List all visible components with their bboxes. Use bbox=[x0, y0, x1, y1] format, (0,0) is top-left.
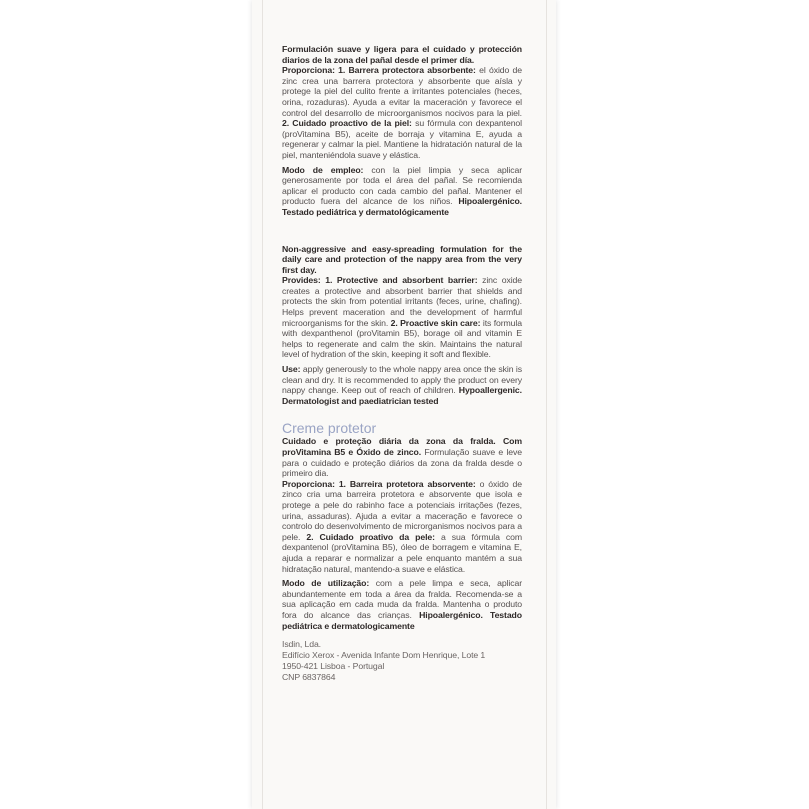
address-line: Isdin, Lda. bbox=[282, 639, 321, 650]
en-care-label: 2. Proactive skin care: bbox=[390, 317, 481, 328]
pt-intro: Formulação suave e leve para o cuidado e proteção diários da zona da fralda desde o primeiro dia. bbox=[282, 447, 522, 479]
section-spacer bbox=[282, 406, 522, 420]
es-intro: Formulación suave y ligera para el cuidado y protección diarios de la zona del pañal desde el primer día. bbox=[282, 44, 522, 65]
es-provides-text: el óxido de zinc crea una barrera protectora y absorbente que aísla y protege la piel del culito frente a irritantes potenciales (heces, orina, rozaduras). Ayuda a evitar la maceración y favorece el control del desarrollo de microorganismos nocivos para la piel. bbox=[282, 65, 523, 118]
es-care-label: 2. Cuidado proactivo de la piel: bbox=[282, 118, 412, 129]
pt-heading: Creme protetor bbox=[282, 420, 377, 437]
es-care-text: su fórmula con dexpantenol (proVitamina B5), aceite de borraja y vitamina E, ayuda a regenerar y calmar la piel. Mantiene la hidratación natural de la piel, manteniéndola suave y elástica. bbox=[282, 118, 522, 160]
pt-provides-label: Proporciona: 1. Barreira protetora absorvente: bbox=[282, 478, 476, 489]
es-use-text: con la piel limpia y seca aplicar generosamente por toda el área del pañal. Se recomienda aplicar el producto con cada cambio del pañal. Mantener el producto fuera del alcance de los niños. bbox=[282, 164, 522, 207]
en-use-text: apply generously to the whole nappy area once the skin is clean and dry. It is recommended to apply the product on every nappy change. Keep out of reach of children. bbox=[282, 364, 522, 396]
en-intro: Non-aggressive and easy-spreading formulation for the daily care and protection of the nappy area from the very first day. bbox=[282, 243, 522, 275]
section-es bbox=[282, 44, 522, 218]
cnp-code: CNP 6837864 bbox=[282, 672, 336, 683]
en-provides-text: zinc oxide creates a protective and absorbent barrier that shields and protects the skin from potential irritants (feces, urine, chafing). Helps prevent maceration and the development of harmful microorganisms for the skin. bbox=[282, 275, 522, 328]
pt-intro-bold: Cuidado e proteção diária da zona da fralda. Com proVitamina B5 e Óxido de zinco. bbox=[282, 436, 522, 457]
section-pt bbox=[282, 420, 522, 683]
section-spacer bbox=[282, 218, 522, 244]
manufacturer-address bbox=[282, 639, 522, 683]
address-line: Edifício Xerox - Avenida Infante Dom Henrique, Lote 1 bbox=[282, 650, 486, 661]
box-right-fold bbox=[546, 0, 547, 809]
pt-care-label: 2. Cuidado proativo da pele: bbox=[306, 531, 435, 542]
label-text-content bbox=[282, 44, 522, 683]
en-claims: Hypoallergenic. Dermatologist and paediatrician tested bbox=[282, 385, 522, 406]
pt-provides-text: o óxido de zinco cria uma barreira protetora e absorvente que isola e protege a pele do rabinho face a potenciais irritações (fezes, urina, assaduras). Ajuda a evitar a maceração e favorece o controlo do desenvolvimento de microrganismos nocivos para a pele. bbox=[282, 478, 522, 542]
es-claims: Hipoalergénico. Testado pediátrica y dermatológicamente bbox=[282, 196, 522, 217]
es-use-label: Modo de empleo: bbox=[282, 164, 364, 175]
en-care-text: its formula with dexpanthenol (proVitamin B5), borage oil and vitamin E helps to regenerate and calm the skin. Maintains the natural level of hydration of the skin, keeping it soft and flexible. bbox=[282, 317, 522, 360]
box-left-fold bbox=[262, 0, 263, 809]
en-provides-label: Provides: 1. Protective and absorbent barrier: bbox=[282, 275, 478, 286]
pt-use-label: Modo de utilização: bbox=[282, 578, 370, 589]
pt-care-text: a sua fórmula com dexpantenol (proVitamina B5), óleo de borragem e vitamina E, ajuda a reparar e normalizar a pele enquanto mantém a sua hidratação natural, mantendo-a suave e elástica. bbox=[282, 531, 522, 574]
es-provides-label: Proporciona: 1. Barrera protectora absorbente: bbox=[282, 65, 476, 76]
en-use-label: Use: bbox=[282, 364, 301, 375]
pt-claims: Hipoalergénico. Testado pediátrica e dermatologicamente bbox=[282, 609, 522, 631]
address-line: 1950-421 Lisboa - Portugal bbox=[282, 661, 385, 672]
section-en bbox=[282, 244, 522, 407]
pt-use-text: com a pele limpa e seca, aplicar abundantemente em toda a área da fralda. Recomenda-se a sua aplicação em cada muda da fralda. Mantenha o produto fora do alcance das crianças. bbox=[282, 578, 522, 620]
